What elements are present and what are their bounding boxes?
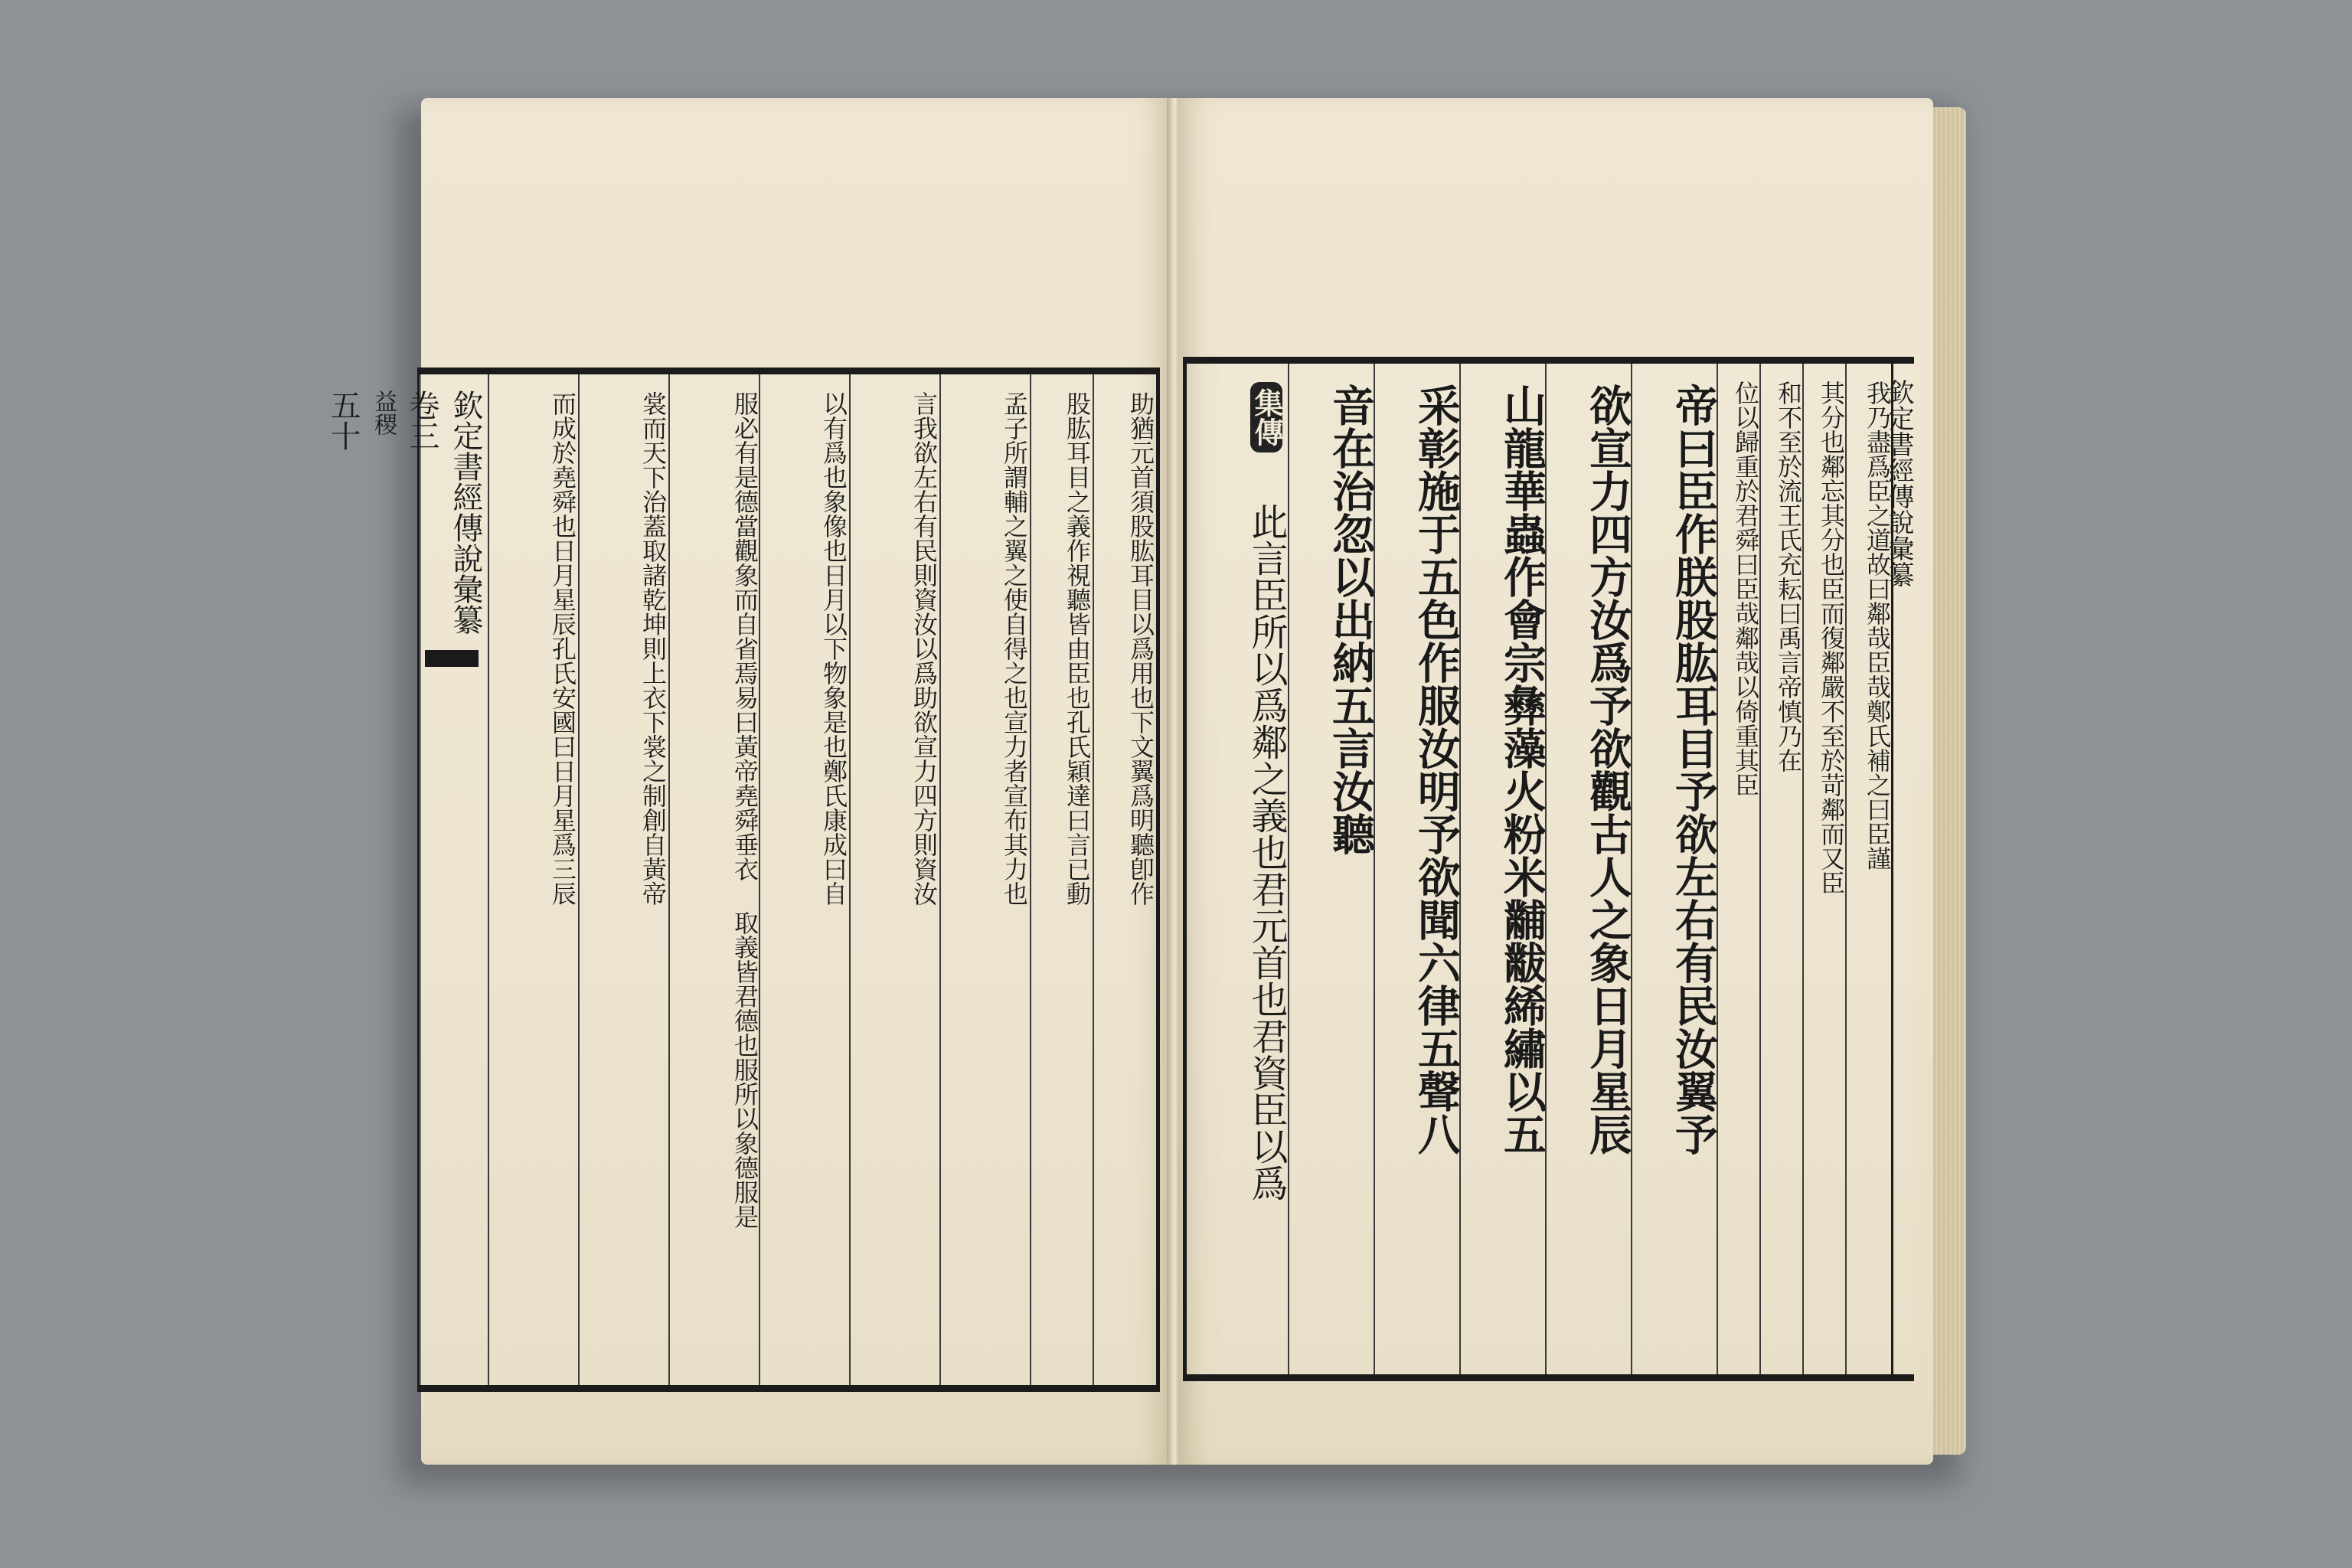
annotation-column: 其分也鄰忘其分也臣而復鄰嚴不至於苛鄰而又臣 [1802,364,1845,1374]
commentary-label: 集傳 [1250,382,1282,452]
text-column: 言我欲左右有民則資汝以爲助欲宣力四方則資汝 [849,374,939,1385]
main-text-column: 欲宣力四方汝爲予欲觀古人之象日月星辰 [1545,364,1631,1374]
annotation-column: 位以歸重於君舜曰臣哉鄰哉以倚重其臣 [1717,364,1759,1374]
annotation-column: 和不至於流王氏充耘曰禹言帝慎乃在 [1759,364,1802,1374]
text-column: 股肱耳目之義作視聽皆由臣也孔氏穎達曰言已動 [1030,374,1093,1385]
left-text-frame [325,368,1160,1392]
left-margin-column [325,374,488,1385]
commentary-text: 此言臣所以爲鄰之義也君元首也君資臣以爲 [1245,503,1288,1201]
volume-label: 卷三 [404,390,439,451]
main-text-column: 采彰施于五色作服汝明予欲聞六律五聲八 [1374,364,1459,1374]
double-line-right: 取義皆君德也服所以象德服是 [730,910,760,1229]
text-column: 裳而天下治蓋取諸乾坤則上衣下裳之制創自黃帝 [578,374,668,1385]
main-text-column: 音在治忽以出納五言汝聽 [1288,364,1374,1374]
main-text-column: 帝曰臣作朕股肱耳目予欲左右有民汝翼予 [1631,364,1717,1374]
left-page [325,98,1171,1465]
annotation-column: 我乃盡爲臣之道故曰鄰哉臣哉鄭氏補之曰臣謹 [1845,364,1891,1374]
text-column: 以有爲也象像也日月以下物象是也鄭氏康成曰自 [759,374,849,1385]
chapter-label: 益稷 [370,390,397,436]
commentary-column [1187,364,1288,1374]
double-line-left: 服必有是德當觀象而自省焉易曰黃帝堯舜垂衣 [730,391,760,881]
right-page [1178,98,1933,1465]
book-title: 欽定書經傳說彙纂 [448,390,483,635]
fish-tail-mark [425,650,479,667]
right-text-frame [1183,357,1914,1381]
text-column: 而成於堯舜也日月星辰孔氏安國曰日月星爲三辰 [488,374,578,1385]
page-number: 五十 [325,390,361,451]
text-column: 孟子所謂輔之翼之使自得之也宣力者宣布其力也 [939,374,1030,1385]
book-title: 欽定書經傳說彙纂 [1883,379,1914,587]
text-column [668,374,759,1385]
right-margin-column [1883,364,1918,1374]
text-column: 助猶元首須股肱耳目以爲用也下文翼爲明聽卽作 [1093,374,1156,1385]
main-text-column: 山龍華蟲作會宗彝藻火粉米黼黻絺繡以五 [1459,364,1545,1374]
